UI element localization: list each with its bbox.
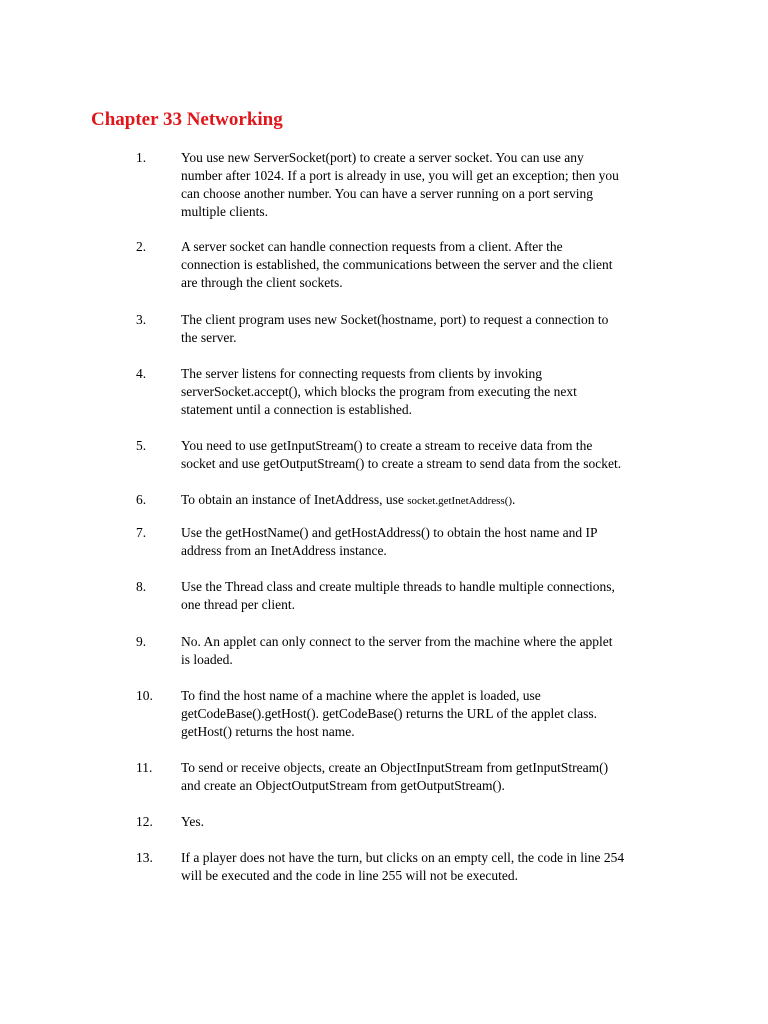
item-line: connection is established, the communications between the server and the client — [181, 257, 613, 272]
item-text — [181, 238, 681, 292]
item-text — [181, 849, 681, 885]
item-text — [181, 759, 681, 795]
chapter-title: Chapter 33 Networking — [91, 109, 283, 130]
item-line: the server. — [181, 330, 237, 345]
item-line: To send or receive objects, create an ObjectInputStream from getInputStream() — [181, 760, 609, 775]
item-line: Yes. — [181, 814, 205, 829]
item-number: 10. — [136, 688, 153, 703]
item-line: The server listens for connecting requests from clients by invoking — [181, 366, 543, 381]
item-line: is loaded. — [181, 652, 233, 667]
item-text — [181, 578, 681, 614]
item-line: address from an InetAddress instance. — [181, 543, 387, 558]
item-text — [181, 365, 681, 419]
item-line: A server socket can handle connection requests from a client. After the — [181, 239, 563, 254]
item-line: will be executed and the code in line 255 will not be executed. — [181, 868, 519, 883]
item-line: multiple clients. — [181, 204, 268, 219]
item-number: 2. — [136, 239, 147, 254]
item-text — [181, 633, 681, 669]
item-number: 8. — [136, 579, 147, 594]
item-line: are through the client sockets. — [181, 275, 343, 290]
item-text — [181, 491, 681, 510]
item-text-end: . — [512, 492, 516, 507]
item-line: Use the Thread class and create multiple threads to handle multiple connections, — [181, 579, 615, 594]
item-line: No. An applet can only connect to the server from the machine where the applet — [181, 634, 613, 649]
item-number: 1. — [136, 150, 147, 165]
item-line: number after 1024. If a port is already in use, you will get an exception; then you — [181, 168, 619, 183]
item-number: 3. — [136, 312, 147, 327]
item-line: To find the host name of a machine where the applet is loaded, use — [181, 688, 541, 703]
item-text — [181, 687, 681, 741]
item-line: getCodeBase().getHost(). getCodeBase() returns the URL of the applet class. — [181, 706, 598, 721]
item-line: and create an ObjectOutputStream from getOutputStream(). — [181, 778, 505, 793]
item-line: You use new ServerSocket(port) to create a server socket. You can use any — [181, 150, 584, 165]
item-number: 11. — [136, 760, 153, 775]
item-line: one thread per client. — [181, 597, 295, 612]
item-text — [181, 149, 681, 221]
item-text — [181, 311, 681, 347]
item-number: 7. — [136, 525, 147, 540]
item-line: You need to use getInputStream() to create a stream to receive data from the — [181, 438, 593, 453]
item-text-main: To obtain an instance of InetAddress, use — [181, 492, 408, 507]
item-line: getHost() returns the host name. — [181, 724, 355, 739]
item-line: If a player does not have the turn, but clicks on an empty cell, the code in line 254 — [181, 850, 625, 865]
item-number: 6. — [136, 492, 147, 507]
item-number: 12. — [136, 814, 153, 829]
item-line: Use the getHostName() and getHostAddress() to obtain the host name and IP — [181, 525, 598, 540]
item-text — [181, 813, 681, 831]
item-line: socket and use getOutputStream() to create a stream to send data from the socket. — [181, 456, 622, 471]
item-line: statement until a connection is established. — [181, 402, 412, 417]
item-number: 13. — [136, 850, 153, 865]
item-text — [181, 524, 681, 560]
item-text — [181, 437, 681, 473]
item-line: can choose another number. You can have a server running on a port serving — [181, 186, 594, 201]
item-number: 9. — [136, 634, 147, 649]
item-number: 4. — [136, 366, 147, 381]
item-line: The client program uses new Socket(hostname, port) to request a connection to — [181, 312, 609, 327]
item-line: serverSocket.accept(), which blocks the program from executing the next — [181, 384, 577, 399]
item-number: 5. — [136, 438, 147, 453]
code-snippet: socket.getInetAddress() — [407, 495, 513, 507]
item-line — [181, 491, 681, 510]
